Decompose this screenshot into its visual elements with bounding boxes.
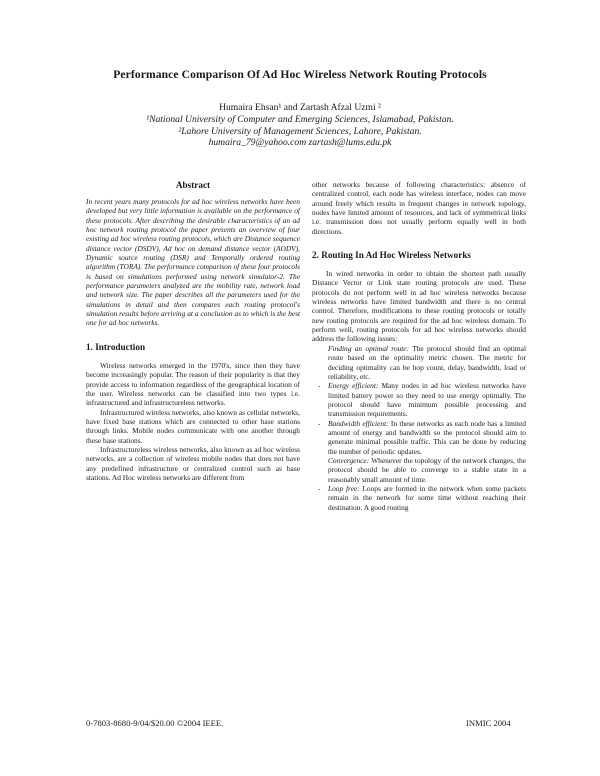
affiliation-2: ²Lahore University of Management Sciences, Lahore, Pakistan. <box>178 125 422 137</box>
intro-paragraph-2: Infrastructured wireless networks, also known as cellular networks, have fixed base stations which are connected to other base stations through links. Mobile nodes communicate with one another through these base stations. <box>86 407 300 445</box>
introduction-heading: 1. Introduction <box>86 341 146 352</box>
abstract-text: In recent years many protocols for ad hoc wireless networks have been developed but very little information is available on the performance of these protocols. After describing the desirable characteristics of an ad hoc network routing protocol the paper presents an overview of four existing ad hoc wireless routing protocols, which are Distance sequence distance vector (DSDV), Ad hoc on demand distance vector (AODV), Dynamic source routing (DSR) and Temporally ordered routing algorithm (TORA). The performance comparison of these four protocols is based on simulations performed using network simulator-2. The performance parameters analyzed are the mobility rate, network load and network size. The paper describes all the parameters used for the simulations in detail and then compares each routing protocol's simulation results before arriving at a conclusion as to which is the best one for ad hoc networks. <box>86 197 300 328</box>
list-item: - Bandwidth efficient: In these networks as each node has a limited amount of energy and bandwidth so the protocol should aim to generate minimal possible traffic. This can be done by reducing the number of periodic updates. <box>312 419 526 456</box>
paper-title: Performance Comparison Of Ad Hoc Wireless Network Routing Protocols <box>113 68 487 81</box>
requirements-list <box>312 344 526 512</box>
intro-paragraph-3: Infrastructureless wireless networks, also known as ad hoc wireless networks, are a collection of wireless mobile nodes that does not have any predefined infrastructure or centralized control such as base stations. Ad Hoc wireless networks are different from <box>86 444 300 482</box>
list-item: - Energy efficient: Many nodes in ad hoc wireless networks have limited battery power so they need to use energy optimally. The protocol should have minimum possible processing and transmission requirements. <box>312 381 526 418</box>
footer-copyright: 0-7803-8680-9/04/$20.00 ©2004 IEEE. <box>86 718 224 728</box>
author-block <box>80 102 520 149</box>
list-item: Finding an optimal route: The protocol should find an optimal route based on the optimality metric chosen. The metric for deciding optimality can be hop count, delay, bandwidth, load or reliability, etc. <box>328 343 526 381</box>
right-continuation-paragraph: other networks because of following characteristics: absence of centralized control, each node has wireless interface, nodes can move around freely which results in frequent changes in network topology, nodes have limited amount of resources, and lack of symmetrical links i.e. transmission does not usually perform equally well in both directions. <box>312 180 526 236</box>
abstract-heading: Abstract <box>175 180 211 190</box>
intro-paragraph-1: Wireless networks emerged in the 1970's, since then they have become increasingly popular. The reason of their popularity is that they provide access to information regardless of the geographical location of the user. Wireless networks can be classified into two types i.e. infrastructured and infrastructureless networks. <box>86 360 300 408</box>
author-emails: humaira_79@yahoo.com zartash@lums.edu.pk <box>208 137 392 149</box>
left-column <box>86 180 300 482</box>
list-item: - Loop free: Loops are formed in the network when some packets remain in the network for some time without reaching their destination. A good routing <box>312 484 526 512</box>
routing-heading: 2. Routing In Ad Hoc Wireless Networks <box>312 250 472 261</box>
list-item: Convergence: Whenever the topology of the network changes, the protocol should be able to converge to a stable state in a reasonably small amount of time. <box>328 455 526 484</box>
author-names: Humaira Ehsan¹ and Zartash Afzal Uzmi ² <box>219 102 381 113</box>
right-column <box>312 180 526 512</box>
affiliation-1: ¹National University of Computer and Emerging Sciences, Islamabad, Pakistan. <box>146 113 454 125</box>
routing-paragraph-1: In wired networks in order to obtain the shortest path usually Distance Vector or Link state routing protocols are used. These protocols do not perform well in ad hoc wireless networks because wireless networks have limited bandwidth and there is no central control. Therefore, modifications to these routing protocols or totally new routing protocols are required for the ad hoc wireless domain. To perform well, routing protocols for ad hoc wireless networks should address the following issues: <box>312 269 526 344</box>
footer-conference: INMIC 2004 <box>466 718 511 728</box>
